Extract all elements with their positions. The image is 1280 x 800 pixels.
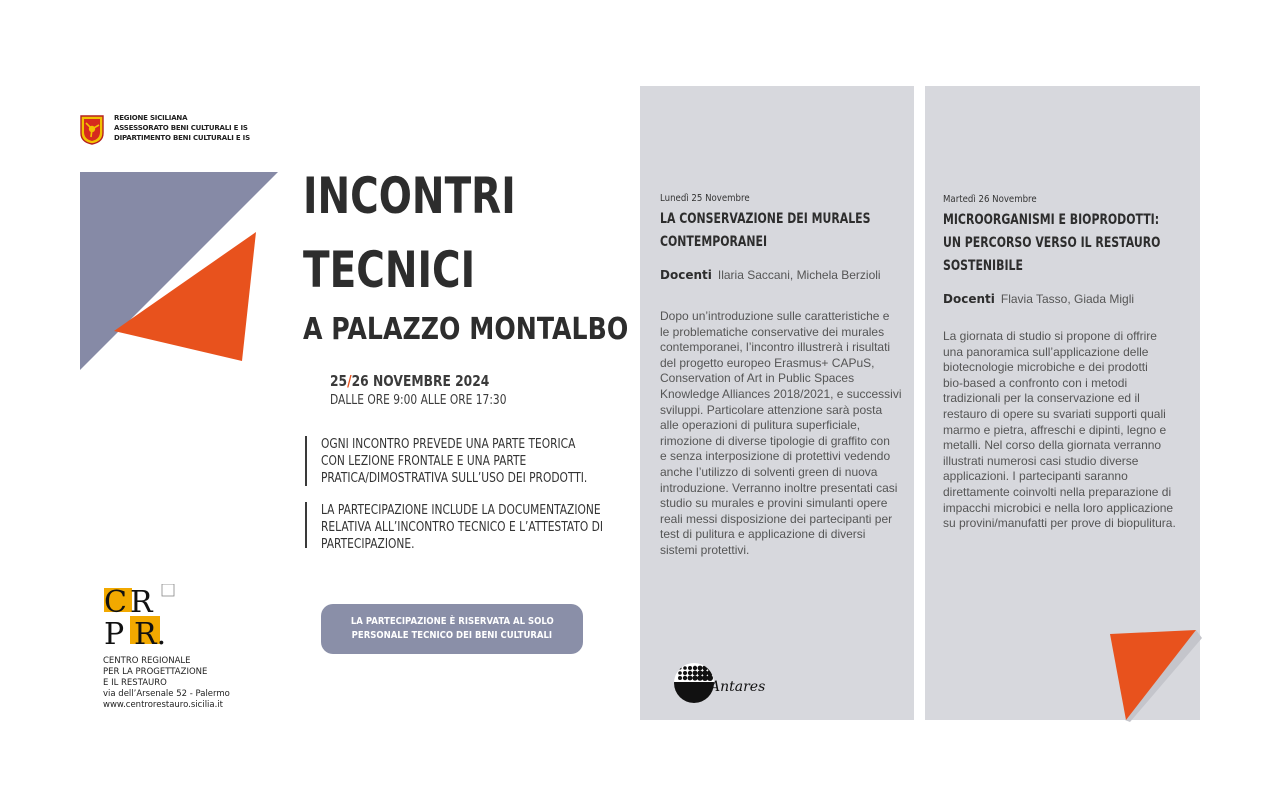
description-line: marmo e pietra, affreschi e dipinti, legno e: [943, 422, 1167, 437]
description-line: La giornata di studio si propone di offrire: [943, 329, 1157, 343]
note-line: PARTECIPAZIONE.: [321, 537, 415, 552]
session-title-line: LA CONSERVAZIONE DEI MURALES: [660, 211, 871, 227]
description-line: le problematiche conservative dei murales: [660, 324, 885, 339]
session-date: Martedì 26 Novembre: [943, 194, 1037, 205]
svg-text:P: P: [104, 617, 125, 648]
session-title-line: UN PERCORSO VERSO IL RESTAURO: [943, 235, 1161, 251]
description-line: applicazioni. I partecipanti saranno: [943, 469, 1128, 484]
date-separator: /: [347, 372, 352, 390]
svg-text:R.: R.: [134, 617, 167, 648]
date-start: 25: [330, 372, 348, 390]
banner-line: PERSONALE TECNICO DEI BENI CULTURALI: [351, 630, 553, 641]
region-line: DIPARTIMENTO BENI CULTURALI E IS: [114, 134, 250, 142]
session-title-line: MICROORGANISMI E BIOPRODOTTI:: [943, 212, 1160, 228]
event-dates: [330, 372, 489, 390]
svg-text:C: C: [104, 585, 127, 620]
crpr-line: PER LA PROGETTAZIONE: [103, 667, 208, 677]
description-line: su provini/manufatti per prove di biopulitura.: [943, 516, 1176, 531]
info-note: [305, 502, 645, 552]
page-title-line-1: INCONTRI: [303, 167, 516, 225]
description-line: rimozione di diverse tipologie di graffito con: [660, 433, 890, 448]
region-header: [80, 113, 300, 145]
note-line: RELATIVA ALL’INCONTRO TECNICO E L’ATTESTATO DI: [321, 520, 604, 535]
note-line: PRATICA/DIMOSTRATIVA SULL’USO DEI PRODOTTI.: [321, 471, 588, 486]
description-line: introduzione. Verranno inoltre presentati casi: [660, 480, 898, 495]
session-description: [660, 309, 902, 559]
teachers-names: Flavia Tasso, Giada Migli: [1000, 292, 1135, 306]
session-panel-tuesday: [925, 86, 1200, 720]
note-line: OGNI INCONTRO PREVEDE UNA PARTE TEORICA: [321, 437, 576, 452]
description-line: illustrati numerosi casi studio diverse: [943, 453, 1139, 468]
description-line: Knowledge Alliances 2018/2021, e successivi: [660, 386, 902, 401]
description-line: alle operazioni di pulitura superficiale,: [660, 418, 861, 433]
region-line: ASSESSORATO BENI CULTURALI E IS: [114, 124, 248, 132]
description-line: impacchi microbici e nella loro applicazione: [943, 500, 1174, 515]
crpr-line: E IL RESTAURO: [103, 678, 167, 688]
teachers-label: Docenti: [660, 268, 712, 282]
description-line: direttamente coinvolti nella preparazione di: [943, 484, 1172, 499]
description-line: Dopo un’introduzione sulle caratteristiche e: [660, 309, 890, 323]
sicily-crest-icon: [80, 115, 104, 145]
session-teachers: [660, 268, 881, 282]
teachers-names: Ilaria Saccani, Michela Berzioli: [717, 268, 881, 282]
description-line: tradizionali per la conservazione ed il: [943, 391, 1140, 406]
description-line: sviluppi. Particolare attenzione sarà posta: [660, 402, 883, 417]
page-subtitle: A PALAZZO MONTALBO: [303, 312, 629, 347]
description-line: e senza interposizione di protettivi vedendo: [660, 449, 891, 464]
crpr-line: via dell’Arsenale 52 - Palermo: [103, 689, 230, 699]
note-line: LA PARTECIPAZIONE INCLUDE LA DOCUMENTAZIONE: [321, 503, 601, 518]
decorative-triangles: [80, 172, 280, 372]
antares-wordmark: Antares: [710, 679, 766, 695]
participation-banner: [321, 604, 583, 654]
orange-corner-triangle: [1110, 630, 1196, 720]
note-line: CON LEZIONE FRONTALE E UNA PARTE: [321, 454, 527, 469]
session-panel-monday: [640, 86, 914, 720]
description-line: contemporanei, l’incontro illustrerà i risultati: [660, 340, 891, 355]
description-line: studio su murales e provini simulanti opere: [660, 496, 888, 511]
description-line: reali messi disposizione dei partecipanti per: [660, 511, 893, 526]
description-line: bio-based a confronto con i metodi: [943, 375, 1128, 390]
page-title-line-2: TECNICI: [303, 241, 476, 299]
session-teachers: [943, 292, 1134, 306]
description-line: biotecnologie microbiche e dei prodotti: [943, 360, 1148, 375]
session-title-line: CONTEMPORANEI: [660, 234, 768, 250]
crpr-website: www.centrorestauro.sicilia.it: [103, 700, 224, 710]
crpr-address: [103, 656, 230, 711]
banner-line: LA PARTECIPAZIONE È RISERVATA AL SOLO: [350, 616, 554, 627]
region-line: REGIONE SICILIANA: [114, 114, 188, 122]
event-hours: DALLE ORE 9:00 ALLE ORE 17:30: [330, 393, 507, 408]
session-date: Lunedì 25 Novembre: [660, 193, 750, 204]
description-line: anche l’utilizzo di solventi green di nuova: [660, 464, 878, 479]
description-line: sistemi protettivi.: [660, 542, 750, 557]
description-line: metalli. Nel corso della giornata verranno: [943, 438, 1162, 453]
session-description: [943, 329, 1179, 532]
description-line: una panoramica sull’applicazione delle: [943, 344, 1149, 359]
decorative-corner-triangle: [1100, 628, 1202, 724]
description-line: del progetto europeo Erasmus+ CAPuS,: [660, 355, 875, 370]
description-line: Conservation of Art in Public Spaces: [660, 371, 855, 386]
description-line: test di pulitura e applicazione di diversi: [660, 527, 866, 542]
antares-logo-icon: [672, 660, 768, 706]
teachers-label: Docenti: [943, 292, 995, 306]
description-line: restauro di opere su svariati supporti quali: [943, 406, 1166, 421]
crpr-line: CENTRO REGIONALE: [103, 656, 191, 666]
date-end: 26 NOVEMBRE 2024: [351, 372, 490, 390]
session-title-line: SOSTENIBILE: [943, 258, 1023, 274]
svg-text:R: R: [130, 585, 153, 620]
crpr-logo-icon: [104, 584, 176, 648]
info-note: [305, 436, 645, 486]
